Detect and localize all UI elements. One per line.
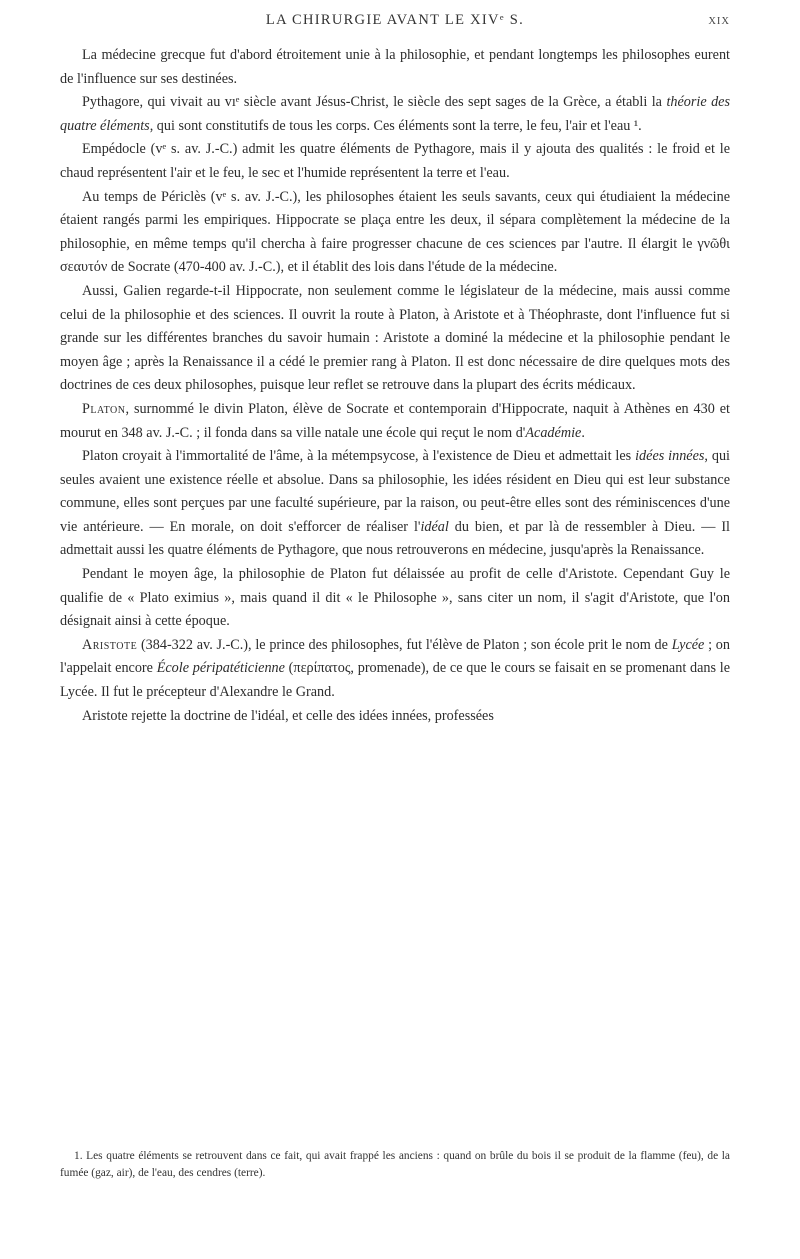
text-run: Aristote rejette la doctrine de l'idéal, et celle des idées innées, professées [82,707,494,724]
footnotes [60,1148,730,1182]
running-head: LA CHIRURGIE AVANT LE XIVᵉ S. [265,12,525,28]
paragraph [60,280,730,398]
italic-term: idéal [420,518,449,535]
text-run: , qui seules avaient une existence réelle et absolue. Dans sa philosophie, les idées résident en Dieu qui est leur substance commune, elles sont perçues par une faculté supérieure, par la raison, ou peut-être elles sont des réminiscences d'une vie antérieure. — En morale, on doit s'efforcer de réaliser l' [60,448,731,535]
text-run: Platon croyait à l'immortalité de l'âme, à la métempsycose, à l'existence de Dieu et admettait les [82,448,636,465]
small-caps-name: Aristote [82,636,138,653]
text-run: La médecine grecque fut d'abord étroitement unie à la philosophie, et pendant longtemps les philosophes eurent de l'influence sur ses destinées. [60,47,730,87]
text-run: (384-322 av. J.-C.), le prince des philosophes, fut l'élève de Platon ; son école prit le nom de [137,636,672,653]
paragraph [60,705,730,729]
text-run: (περίπατος, promenade), de ce que le cours se faisait en se promenant dans le Lycée. Il fut le précepteur d'Alexandre le Grand. [60,660,730,701]
small-caps-name: Platon [82,400,126,417]
footnote: 1. Les quatre éléments se retrouvent dans ce fait, qui avait frappé les anciens : quand on brûle du bois il se produit de la flamme (feu), de la fumée (gaz, air), de l'eau, des cendres (terre). [60,1150,730,1179]
italic-term: théorie des quatre éléments [60,94,730,134]
text-run: , surnommé le divin Platon, élève de Socrate et contemporain d'Hippocrate, naquit à Athènes en 430 et mourut en 348 av. J.-C. ; il fonda dans sa ville natale une école qui reçut le nom d' [60,400,730,441]
text-run: Pythagore, qui vivait au vıᵉ siècle avant Jésus-Christ, le siècle des sept sages de la Grèce, a établi la [82,94,667,111]
text-run: ; on l'appelait encore [60,636,730,677]
italic-term: Lycée [671,636,705,653]
italic-term: idées innées [635,448,705,465]
italic-term: École péripatéticienne [156,660,285,677]
text-run: Pendant le moyen âge, la philosophie de Platon fut délaissée au profit de celle d'Aristote. Cependant Guy le qualifie de « Plato eximius », mais quand il dit « le Philosophe », sans citer un nom, il s'agit d'Aristote, que l'on désignait ainsi à cette époque. [60,566,730,630]
paragraph [60,186,730,280]
page-header [60,12,730,36]
text-run: Au temps de Périclès (vᵉ s. av. J.-C.), les philosophes étaient les seuls savants, ceux qui étudiaient la médecine étaient rangés parmi les empiriques. Hippocrate se plaça entre les deux, il sépara complètement la médecine de la philosophie, en même temps qu'il chercha à faire progresser chacune de ces sciences par l'autre. Il élargit le γνῶθι σεαυτόν de Socrate (470-400 av. J.-C.), et il établit des lois dans l'étude de la médecine. [60,188,730,276]
paragraph [60,398,730,445]
paragraph [60,91,730,138]
paragraph [60,634,730,705]
paragraph [60,563,730,634]
page-number: XIX [708,16,730,27]
paragraph [60,44,730,91]
paragraph [60,445,730,563]
body-text [60,44,730,728]
text-run: Empédocle (vᵉ s. av. J.-C.) admit les quatre éléments de Pythagore, mais il y ajouta des qualités : le froid et le chaud représentent l'air et le feu, le sec et l'humide représentent la terre et l'eau. [60,141,730,181]
text-run: , qui sont constitutifs de tous les corps. Ces éléments sont la terre, le feu, l'air et l'eau ¹. [149,117,642,134]
paragraph [60,138,730,185]
text-run: du bien, et par là de ressembler à Dieu. — Il admettait aussi les quatre éléments de Pythagore, que nous retrouverons en médecine, jusqu'après la Renaissance. [60,518,730,559]
text-run: Aussi, Galien regarde-t-il Hippocrate, non seulement comme le législateur de la médecine, mais aussi comme celui de la philosophie et des sciences. Il ouvrit la route à Platon, à Aristote et à Théophraste, dont l'influence fut si grande sur les différentes branches du savoir humain : Aristote a dominé la médecine et la philosophie pendant le moyen âge ; après la Renaissance il a cédé le premier rang à Platon. Il est donc nécessaire de dire quelques mots des doctrines de ces deux philosophes, puisque leur reflet se retrouve dans la plupart des écrits médicaux. [60,282,730,394]
text-run: . [581,424,585,441]
italic-term: Académie [525,424,582,441]
